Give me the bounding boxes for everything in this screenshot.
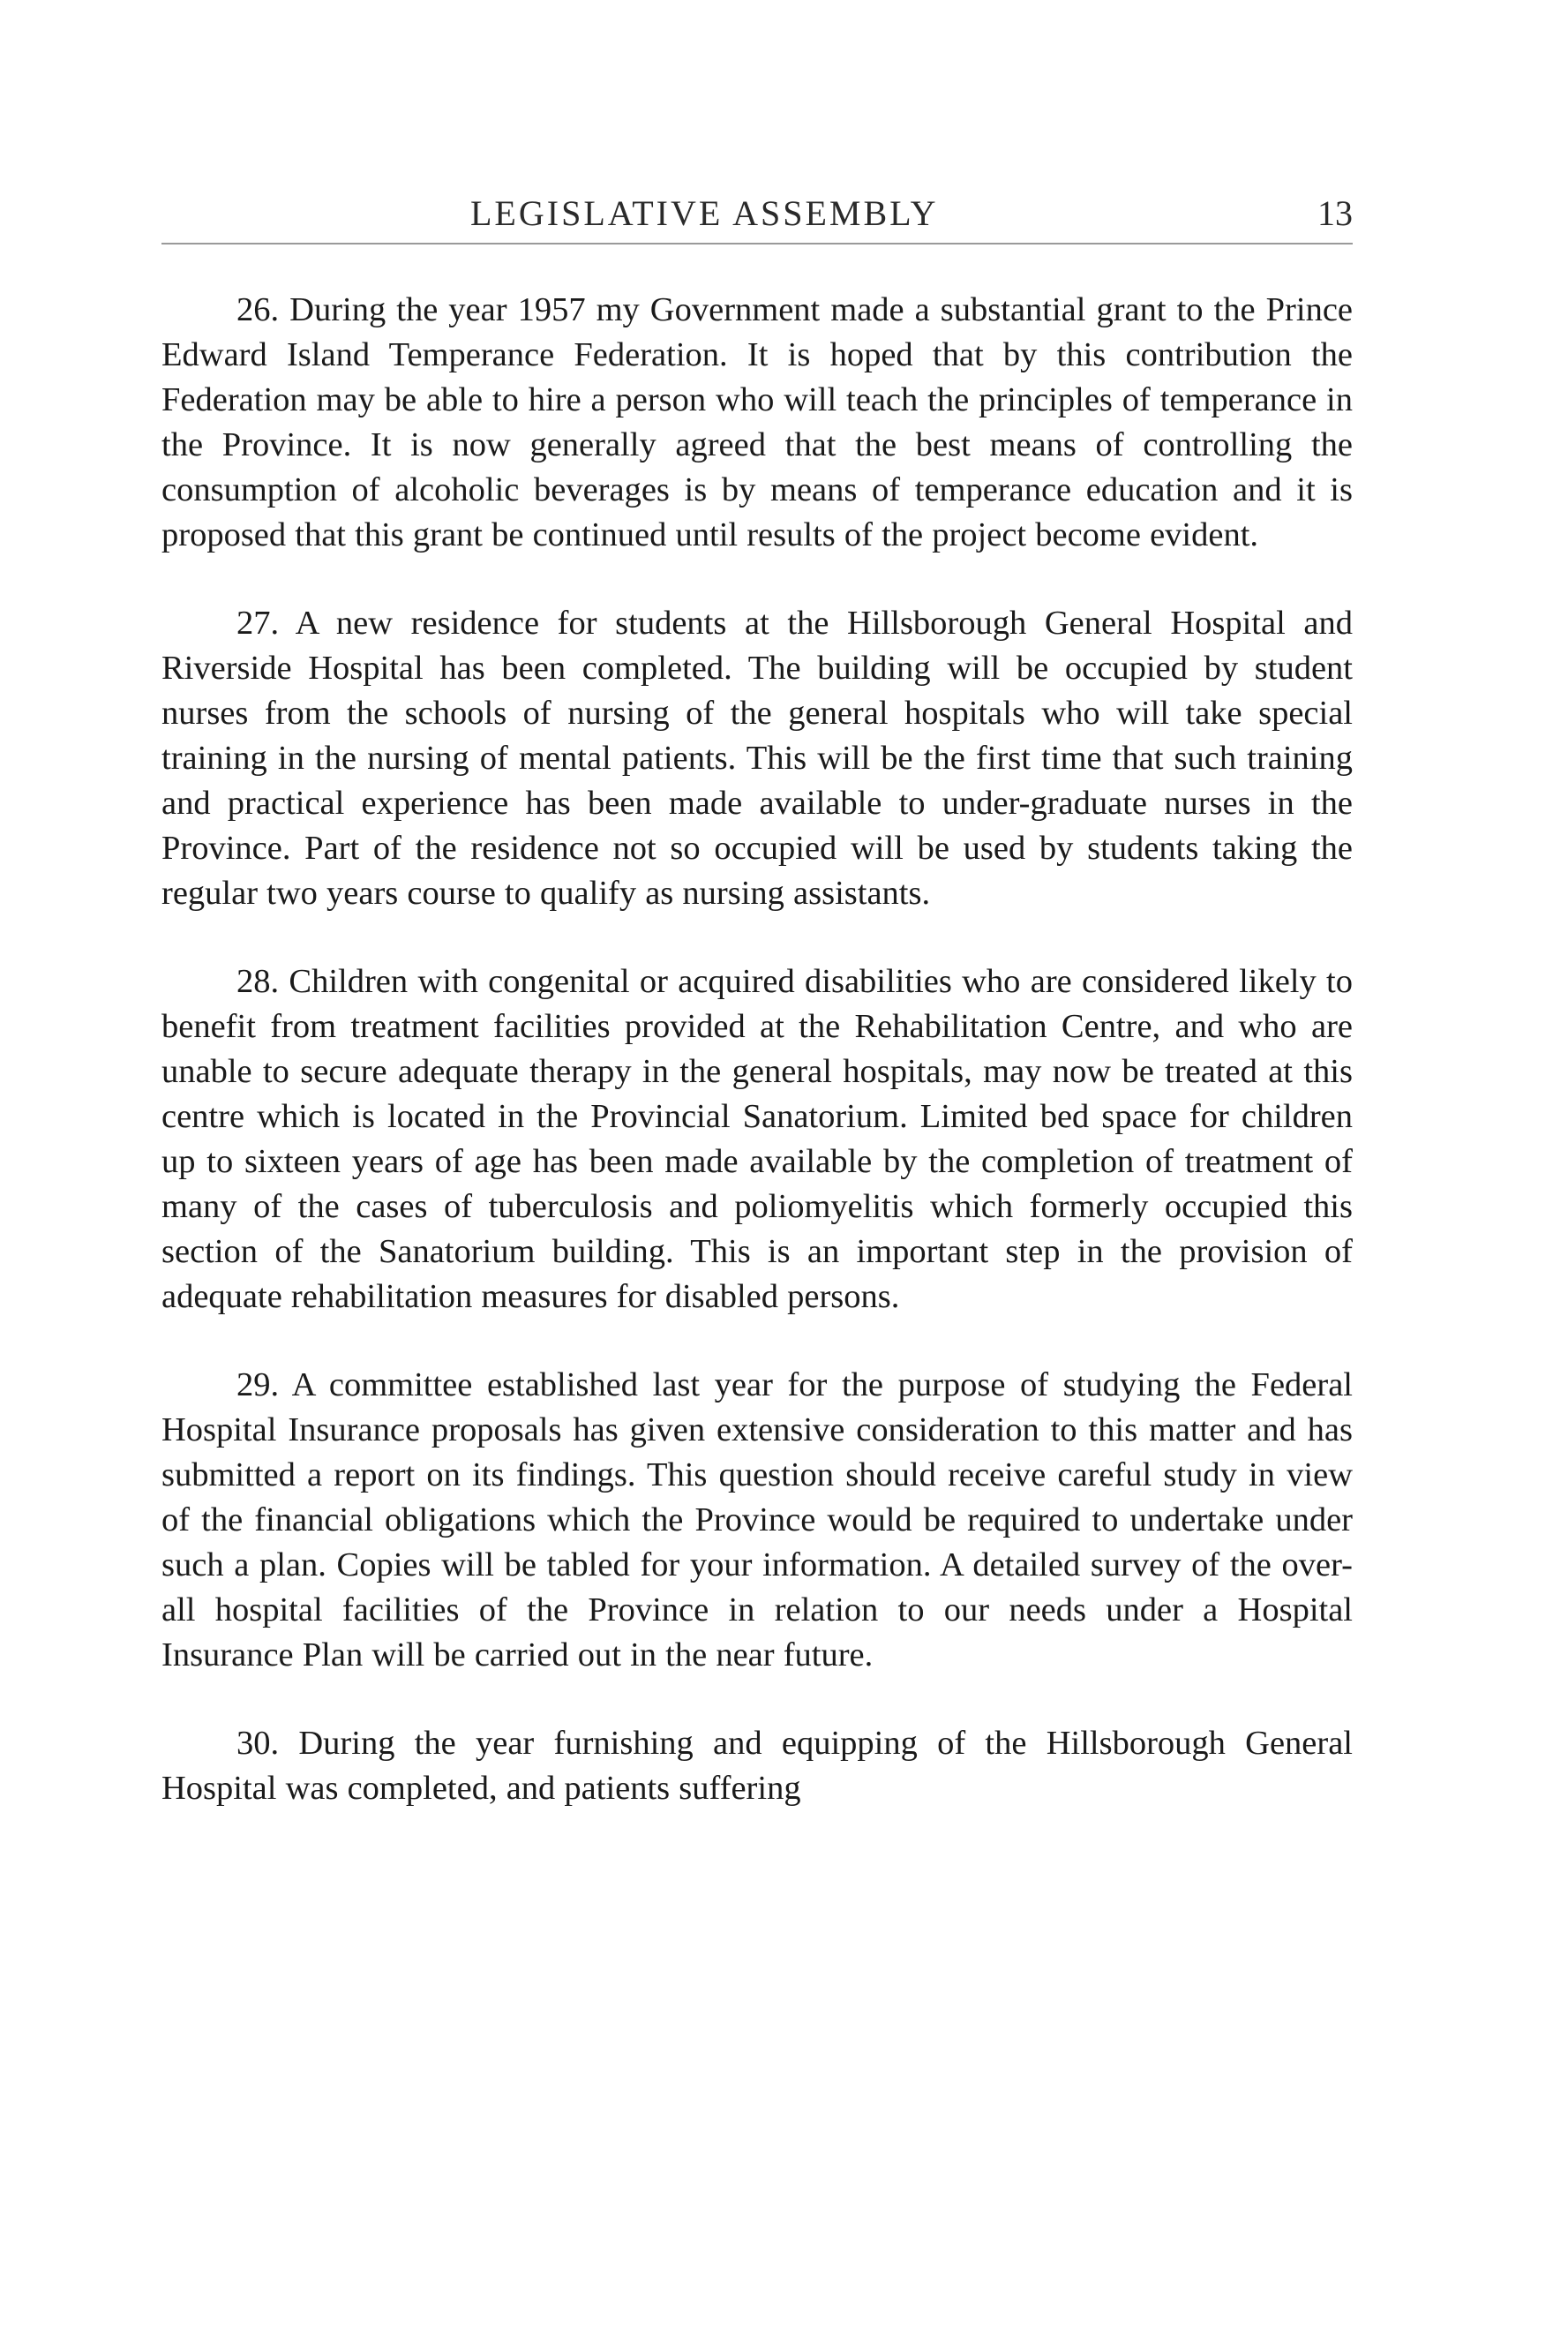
paragraph-26: 26. During the year 1957 my Government made a substantial grant to the Prince Edward Island Temperance Federation. It is hoped that by this contribution the Federation may be able to hire a person who will teach the principles of temperance in the Province. It is now generally agreed that the best means of controlling the consumption of alcoholic beverages is by means of temperance education and it is proposed that this grant be continued until results of the project become evident. xyxy=(161,291,1353,553)
paragraph-29: 29. A committee established last year for the purpose of studying the Federal Hospital Insurance proposals has given extensive consideration to this matter and has submitted a report on its findings. This question should receive careful study in view of the financial obligations which the Province would be required to undertake under such a plan. Copies will be tabled for your information. A detailed survey of the over-all hospital facilities of the Province in relation to our needs under a Hospital Insurance Plan will be carried out in the near future. xyxy=(161,1366,1353,1673)
running-title: LEGISLATIVE ASSEMBLY xyxy=(470,193,939,233)
paragraph-27: 27. A new residence for students at the Hillsborough General Hospital and Riverside Hospital has been completed. The building will be occupied by student nurses from the schools of nursing of the general hospitals who will take special training in the nursing of mental patients. This will be the first time that such training and practical experience has been made available to under-graduate nurses in the Province. Part of the residence not so occupied will be used by students taking the regular two years course to qualify as nursing assistants. xyxy=(161,605,1353,912)
paragraph-30: 30. During the year furnishing and equipping of the Hillsborough General Hospital was completed, and patients suffering xyxy=(161,1725,1353,1807)
header-rule xyxy=(161,243,1353,244)
page-header xyxy=(161,187,1353,240)
page-number: 13 xyxy=(1317,193,1353,233)
paragraph-28: 28. Children with congenital or acquired disabilities who are considered likely to benefit from treatment facilities provided at the Rehabilitation Centre, and who are unable to secure adequate therapy in the general hospitals, may now be treated at this centre which is located in the Provincial Sanatorium. Limited bed space for children up to sixteen years of age has been made available by the completion of treatment of many of the cases of tuberculosis and poliomyelitis which formerly occupied this section of the Sanatorium building. This is an important step in the provision of adequate rehabilitation measures for disabled persons. xyxy=(161,963,1353,1315)
body-text xyxy=(161,288,1353,1811)
